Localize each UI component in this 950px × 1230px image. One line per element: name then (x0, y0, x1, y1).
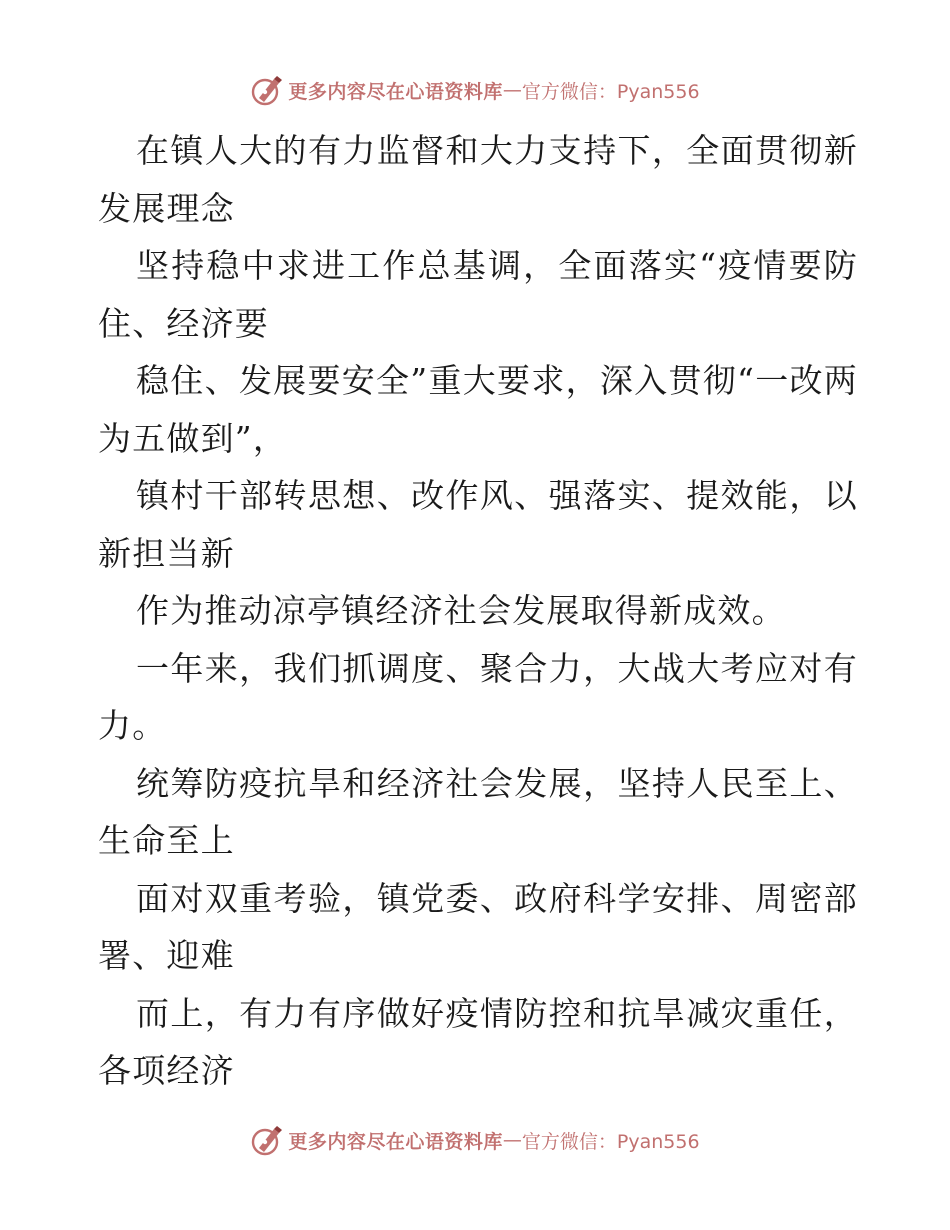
pen-logo-icon (250, 1123, 284, 1157)
paragraph: 一年来，我们抓调度、聚合力，大战大考应对有力。 (98, 648, 858, 745)
paragraph: 在镇人大的有力监督和大力支持下，全面贯彻新发展理念 (98, 131, 858, 228)
footer-watermark (0, 1120, 950, 1160)
watermark-wechat: 官方微信：Pyan556 (521, 1130, 700, 1153)
pen-logo-icon (250, 73, 284, 107)
header-watermark (0, 70, 950, 110)
paragraph: 镇村干部转思想、改作风、强落实、提效能，以新担当新 (98, 476, 858, 573)
paragraph: 坚持稳中求进工作总基调，全面落实“疫情要防住、经济要 (98, 246, 858, 343)
watermark-wechat: 官方微信：Pyan556 (521, 80, 700, 103)
watermark-brand: 更多内容尽在心语资料库 (288, 1130, 503, 1153)
document-body (98, 122, 858, 1100)
paragraph: 作为推动凉亭镇经济社会发展取得新成效。 (136, 591, 786, 630)
paragraph: 统筹防疫抗旱和经济社会发展，坚持人民至上、生命至上 (98, 763, 858, 860)
watermark-dash: — (502, 1129, 522, 1151)
paragraph: 而上，有力有序做好疫情防控和抗旱减灾重任，各项经济 (98, 993, 858, 1090)
paragraph: 稳住、发展要安全”重大要求，深入贯彻“一改两为五做到”， (98, 361, 858, 458)
watermark-brand: 更多内容尽在心语资料库 (288, 80, 503, 103)
watermark-dash: — (502, 79, 522, 101)
paragraph: 面对双重考验，镇党委、政府科学安排、周密部署、迎难 (98, 878, 858, 975)
